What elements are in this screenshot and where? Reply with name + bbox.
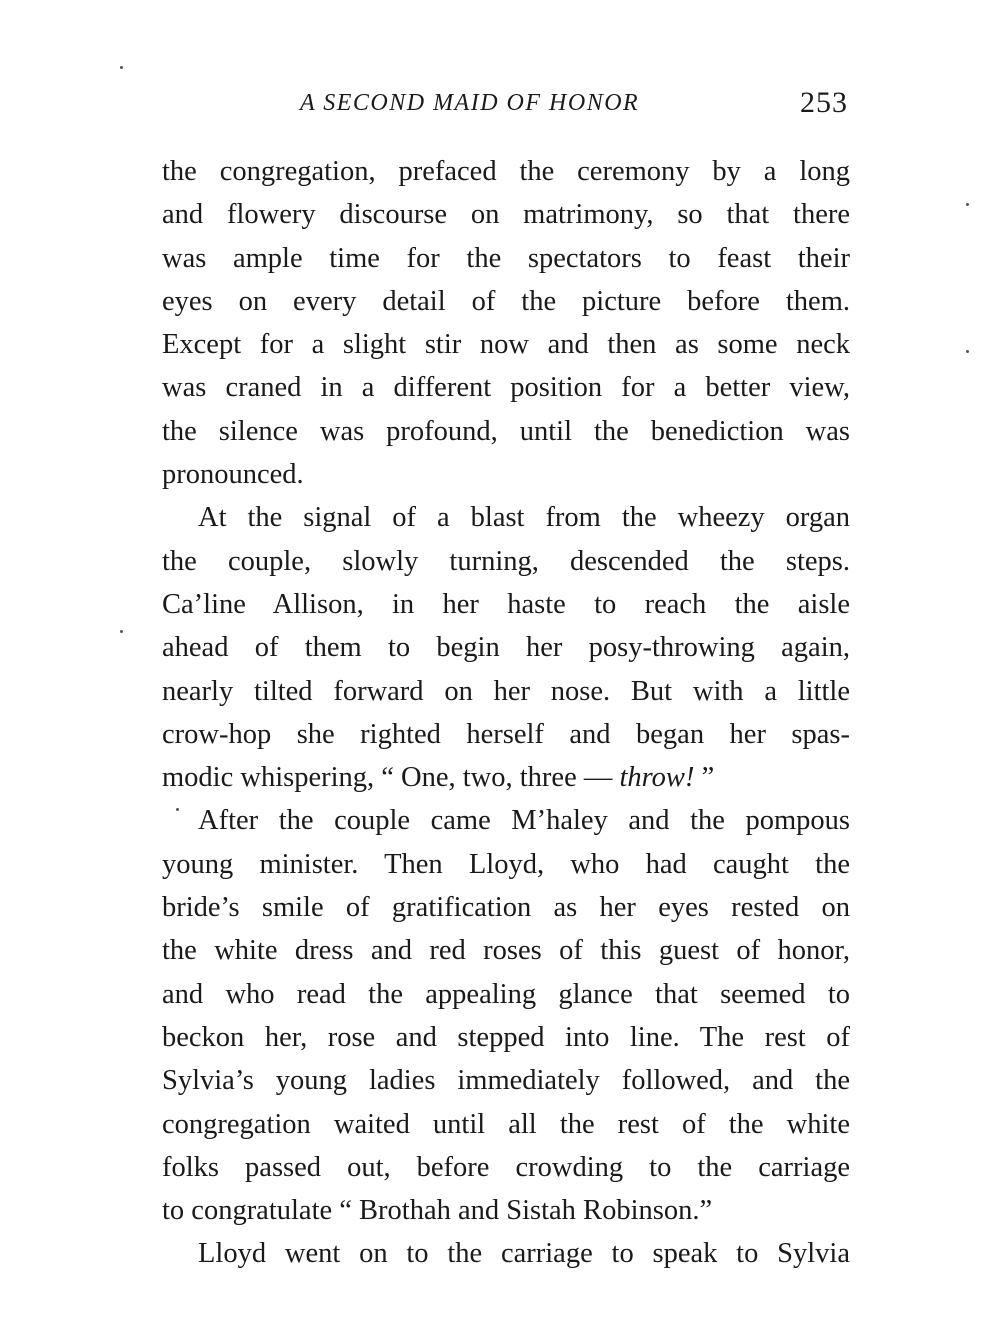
text-line: congregation waited until all the rest of the white — [162, 1108, 850, 1140]
text-line: At the signal of a blast from the wheezy organ — [198, 502, 850, 534]
text-line: young minister. Then Lloyd, who had caught the — [162, 848, 850, 880]
text-line: was craned in a different position for a better view, — [162, 372, 850, 404]
text-line: ahead of them to begin her posy-throwing again, — [162, 632, 850, 664]
text-line: folks passed out, before crowding to the carriage — [162, 1151, 850, 1183]
text-line: Ca’line Allison, in her haste to reach the aisle — [162, 588, 850, 620]
body-text — [162, 150, 850, 1276]
scan-speck — [120, 66, 123, 69]
page-number: 253 — [800, 86, 848, 119]
text-line: and who read the appealing glance that seemed to — [162, 978, 850, 1010]
scan-speck — [176, 808, 179, 811]
text-line: was ample time for the spectators to feast their — [162, 242, 850, 274]
text-line: pronounced. — [162, 459, 304, 491]
paragraph — [162, 1232, 850, 1275]
text-line: to congratulate “ Brothah and Sistah Robinson.” — [162, 1195, 713, 1227]
paragraph — [162, 496, 850, 799]
text-line: Lloyd went on to the carriage to speak to Sylvia — [198, 1238, 850, 1270]
text-line: nearly tilted forward on her nose. But with a little — [162, 675, 850, 707]
text-line: beckon her, rose and stepped into line. The rest of — [162, 1021, 850, 1053]
text-line: crow-hop she righted herself and began her spas- — [162, 718, 850, 750]
text-line: the congregation, prefaced the ceremony by a long — [162, 156, 850, 187]
text-line: Except for a slight stir now and then as some neck — [162, 329, 850, 361]
text-line: modic whispering, “ One, two, three — throw! ” — [162, 762, 715, 794]
text-line: the couple, slowly turning, descended the steps. — [162, 545, 850, 577]
running-title: A SECOND MAID OF HONOR — [300, 90, 640, 116]
text-line: the white dress and red roses of this guest of honor, — [162, 935, 850, 967]
paragraph — [162, 799, 850, 1232]
text-line: eyes on every detail of the picture before them. — [162, 285, 850, 317]
text-line: the silence was profound, until the benediction was — [162, 415, 850, 447]
scan-speck — [966, 203, 969, 206]
text-line: Sylvia’s young ladies immediately followed, and the — [162, 1065, 850, 1097]
paragraph — [162, 150, 850, 496]
scan-speck — [966, 350, 969, 353]
scan-speck — [120, 630, 123, 633]
text-line: and flowery discourse on matrimony, so that there — [162, 199, 850, 231]
running-head — [300, 86, 848, 126]
text-line: After the couple came M’haley and the pompous — [198, 805, 850, 837]
text-line: bride’s smile of gratification as her eyes rested on — [162, 892, 850, 924]
